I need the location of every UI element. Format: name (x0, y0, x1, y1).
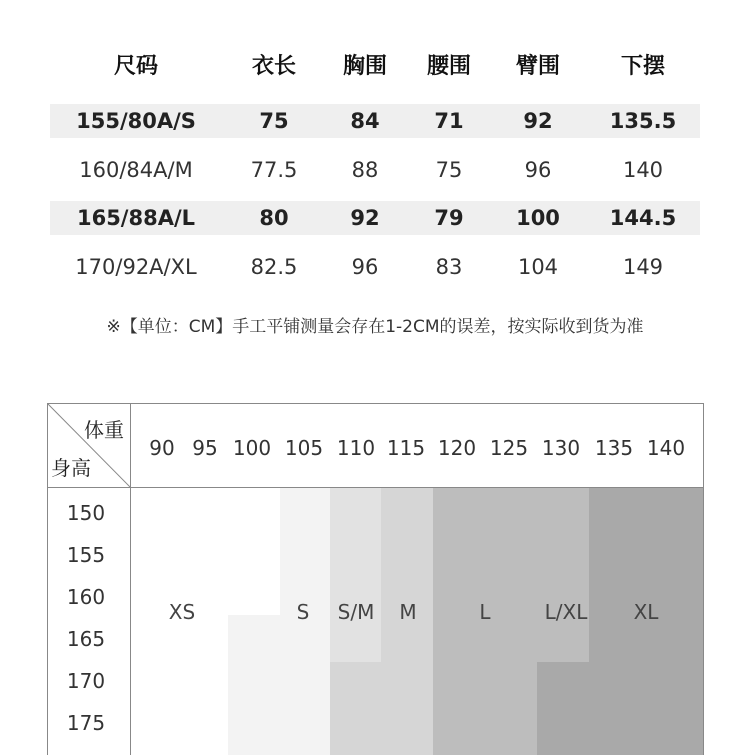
weight-tick: 125 (489, 436, 529, 460)
table-cell: 170/92A/XL (75, 255, 197, 279)
table-cell: 92 (523, 109, 553, 133)
table-cell: 84 (350, 109, 380, 133)
table-cell: 144.5 (609, 206, 677, 230)
height-tick: 165 (66, 627, 106, 651)
table-cell: 83 (435, 255, 463, 279)
height-tick: 175 (66, 711, 106, 735)
weight-tick: 95 (192, 436, 218, 460)
height-tick: 170 (66, 669, 106, 693)
band-sm-upper (330, 488, 381, 662)
table-cell: 92 (350, 206, 380, 230)
header-size: 尺码 (113, 54, 159, 79)
height-tick: 160 (66, 585, 106, 609)
band-lxl-upper (537, 488, 589, 662)
weight-tick: 110 (336, 436, 376, 460)
table-cell: 160/84A/M (79, 158, 193, 182)
table-cell: 165/88A/L (76, 206, 196, 230)
table-row (50, 153, 700, 187)
weight-tick: 90 (149, 436, 175, 460)
header-waist: 腰围 (426, 54, 472, 79)
zone-label-l: L (479, 600, 491, 624)
header-divider (48, 487, 703, 488)
corner-weight-label: 体重 (84, 418, 124, 442)
measurement-note: ※【单位：CM】手工平铺测量会存在1-2CM的误差，按实际收到货为准 (106, 317, 644, 337)
table-cell: 82.5 (250, 255, 298, 279)
weight-tick: 135 (594, 436, 634, 460)
table-cell: 79 (434, 206, 464, 230)
weight-tick: 100 (232, 436, 272, 460)
table-cell: 135.5 (609, 109, 677, 133)
weight-tick: 130 (541, 436, 581, 460)
table-cell: 77.5 (250, 158, 298, 182)
table-cell: 88 (351, 158, 379, 182)
table-cell: 75 (259, 109, 289, 133)
zone-label-s: S (296, 600, 310, 624)
band-s-low (228, 615, 280, 755)
zone-label-xl: XL (633, 600, 659, 624)
header-length: 衣长 (251, 54, 297, 79)
table-row (50, 201, 700, 235)
weight-tick: 105 (284, 436, 324, 460)
height-tick: 150 (66, 501, 106, 525)
header-chest: 胸围 (342, 54, 388, 79)
band-sm-lower (330, 662, 381, 755)
table-cell: 149 (622, 255, 664, 279)
table-cell: 75 (435, 158, 463, 182)
table-cell: 140 (622, 158, 664, 182)
weight-tick: 140 (646, 436, 686, 460)
table-cell: 100 (516, 206, 560, 230)
zone-label-m: M (399, 600, 417, 624)
table-cell: 80 (259, 206, 289, 230)
zone-label-lxl: L/XL (544, 600, 588, 624)
table-cell: 155/80A/S (76, 109, 196, 133)
zone-label-xs: XS (168, 600, 196, 624)
table-cell: 96 (524, 158, 552, 182)
table-cell: 96 (351, 255, 379, 279)
header-hem: 下摆 (620, 54, 666, 79)
weight-tick: 120 (437, 436, 477, 460)
table-row (50, 104, 700, 138)
weight-tick: 115 (386, 436, 426, 460)
size-table-header (50, 50, 700, 84)
height-tick: 155 (66, 543, 106, 567)
table-cell: 71 (434, 109, 464, 133)
table-row (50, 250, 700, 284)
axis-divider (130, 404, 131, 755)
table-cell: 104 (517, 255, 559, 279)
corner-height-label: 身高 (51, 456, 91, 480)
size-recommendation-chart (47, 403, 704, 755)
band-lxl-lower (537, 662, 589, 755)
header-arm: 臂围 (515, 54, 561, 79)
zone-label-sm: S/M (337, 600, 375, 624)
